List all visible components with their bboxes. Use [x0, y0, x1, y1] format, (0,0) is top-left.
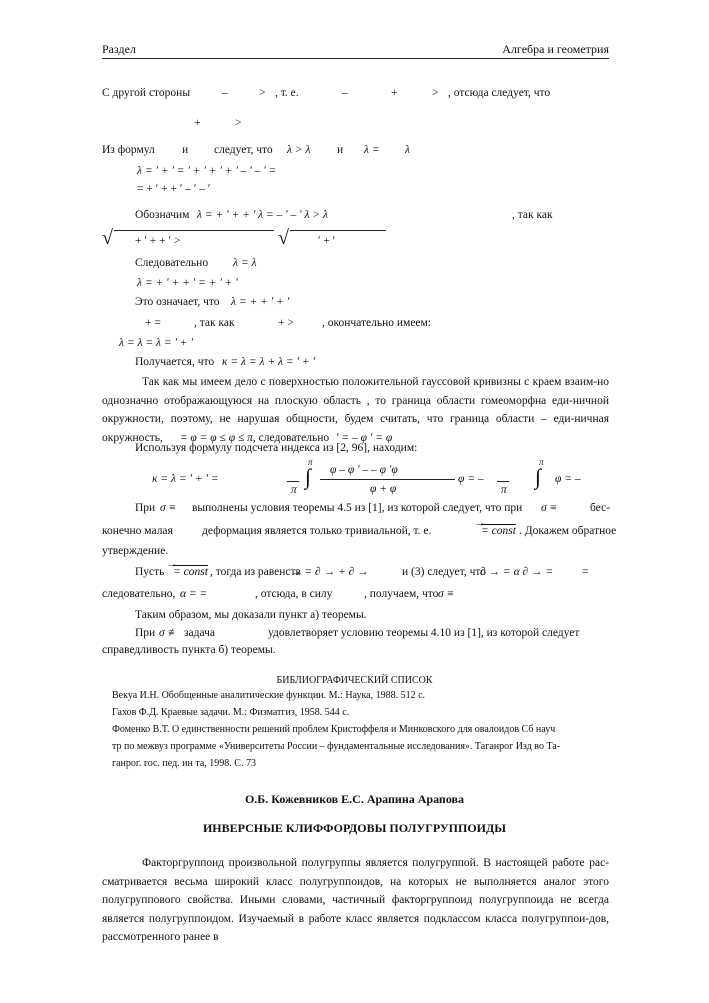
math-formula: ʹ = – φ ʹ = φ [336, 431, 393, 444]
math-symbol: – [342, 87, 348, 99]
sqrt-sign: √ [102, 227, 113, 249]
math-symbol: – [222, 87, 228, 99]
bibliography-item: ганрог. гос. пед. ин та, 1998. С. 73 [112, 758, 256, 769]
math-formula: λ = + ʹ + + ʹ λ = – ʹ – ʹ λ > λ [197, 209, 328, 221]
bibliography-item: Фоменко В.Т. О единственности решений проблем Кристоффеля и Минковского для овалоидов Сб науч [112, 724, 556, 735]
text-line: Используя формулу подсчета индекса из [2, 96], находим: [135, 442, 418, 454]
math-formula: + = [145, 317, 161, 329]
text-line: выполнены условия теоремы 4.5 из [1], из которой следует, что при [192, 502, 523, 514]
math-symbol: = [582, 566, 589, 578]
article-abstract [102, 854, 609, 947]
math-formula: σ ≢ [159, 627, 180, 639]
math-formula: λ = [364, 144, 380, 156]
text-line: Таким образом, мы доказали пункт а) теоремы. [135, 609, 367, 621]
sqrt-bar [114, 230, 274, 231]
article-authors: О.Б. Кожевников Е.С. Арапина Арапова [244, 792, 465, 806]
sqrt-bar [290, 230, 386, 231]
text-line: бес- [590, 502, 611, 514]
fraction-bar [287, 481, 299, 482]
math-formula: + ʹ + + ʹ > [135, 235, 181, 247]
math-formula: σ ≡ [438, 588, 455, 600]
text-line: , получаем, что [364, 588, 439, 600]
formula-middle: φ = – [458, 473, 484, 485]
text-line: . Докажем обратное [519, 525, 617, 537]
text-line: деформация является только тривиальной, т. е. [202, 525, 432, 537]
math-formula: = φ = φ ≤ φ ≤ π [179, 431, 253, 444]
math-symbol: > [432, 87, 439, 99]
running-header-right: Алгебра и геометрия [502, 42, 609, 56]
text-line: следовательно, [102, 588, 176, 600]
integral-upper-limit: π [539, 457, 544, 467]
math-formula: → = ∂ → + ∂ → [290, 566, 369, 578]
text-line: При [135, 627, 156, 639]
formula-right: φ = – [555, 473, 581, 485]
math-symbol: > [259, 87, 266, 99]
integral-sign: ∫ [535, 464, 542, 489]
bibliography-heading: БИБЛИОГРАФИЧЕСКИЙ СПИСОК [276, 675, 433, 686]
bibliography-item: Векуа И.Н. Обобщенные аналитические функции. М.: Наука, 1988. 512 с. [112, 690, 426, 701]
text-line: справедливость пункта б) теоремы. [102, 644, 276, 656]
text-line: конечно малая [102, 525, 173, 537]
text-line: и [182, 144, 189, 156]
text-line: , так как [512, 209, 553, 221]
integral-denominator: φ + φ [370, 483, 397, 495]
text-line: следует, что [214, 144, 273, 156]
text-line: , окончательно имеем: [322, 317, 432, 329]
vector-arrow: → [166, 558, 178, 570]
text-line: Обозначим [135, 209, 190, 221]
text-line: При [135, 502, 156, 514]
math-formula: α = = [180, 588, 208, 600]
article-title: ИНВЕРСНЫЕ КЛИФФОРДОВЫ ПОЛУГРУППОИДЫ [202, 821, 507, 835]
text-line: Это означает, что [135, 296, 220, 308]
math-formula: + > [278, 317, 294, 329]
header-rule [102, 58, 609, 59]
vector-arrow: → [474, 517, 486, 529]
integral-sign: ∫ [305, 464, 312, 489]
fraction-bar [497, 481, 509, 482]
text-line: Получается, что [135, 356, 215, 368]
sqrt-sign: √ [278, 227, 289, 249]
integral-numerator: φ – φ ʹ – – φ ʹφ [330, 464, 398, 476]
math-symbol: > [235, 117, 242, 129]
text-line: , тогда из равенств [210, 566, 301, 578]
math-formula: = + ʹ + + ʹ – ʹ – ʹ [137, 183, 211, 195]
math-formula: σ ≡ [160, 502, 177, 514]
text-line: Следовательно [135, 257, 209, 269]
text-line: утверждение. [102, 545, 169, 557]
fraction-denominator: π [501, 484, 507, 496]
math-formula: κ = λ = λ + λ = ʹ + ʹ [222, 356, 315, 368]
text-line: , отсюда следует, что [448, 87, 551, 99]
bibliography-item: Гахов Ф.Д. Краевые задачи. М.: Физматгиз, 1958. 544 с. [112, 707, 350, 718]
text-line: , так как [194, 317, 235, 329]
math-formula: λ = λ [233, 257, 257, 269]
math-symbol: + [194, 117, 201, 129]
text-line: С другой стороны [102, 87, 191, 99]
math-formula: = const [481, 525, 516, 537]
paragraph-text: Так как мы имеем дело с поверхностью положительной гауссовой кривизны с краем взаим-но однозначно отображающуюся на плоскую область , то граница области гомеоморфна еди-ничной окружности, поэтому, не нарушая общности, будем считать, что граница области – еди-ничная окружность, [102, 376, 609, 444]
paragraph-text: , следовательно [252, 431, 330, 444]
text-line: Из формул [102, 144, 155, 156]
math-formula: λ = + + ʹ + ʹ [231, 296, 290, 308]
fraction-bar [320, 479, 455, 480]
text-line: , отсюда, в силу [255, 588, 333, 600]
math-formula: = const [173, 566, 208, 578]
fraction-denominator: π [291, 484, 297, 496]
math-formula: λ = ʹ + ʹ = ʹ + ʹ + ʹ + ʹ – ʹ – ʹ = [137, 165, 277, 177]
paragraph [102, 373, 609, 447]
text-line: Пусть [135, 566, 165, 578]
integral-upper-limit: π [308, 457, 313, 467]
text-line: , т. е. [275, 87, 299, 99]
math-formula: ʹ + ʹ [318, 235, 336, 247]
math-formula: ∂ → = α ∂ → = [480, 566, 554, 578]
text-line: удовлетворяет условию теоремы 4.10 из [1], из которой следует [268, 627, 580, 639]
math-formula: λ > λ [287, 144, 311, 156]
running-header-left: Раздел [102, 42, 136, 56]
math-formula: λ [405, 144, 410, 156]
math-symbol: + [391, 87, 398, 99]
math-formula: σ ≡ [541, 502, 558, 514]
math-formula: λ = + ʹ + + ʹ = + ʹ + ʹ [137, 277, 238, 289]
text-line: и (3) следует, что [402, 566, 486, 578]
math-formula: λ = λ = λ = ʹ + ʹ [119, 337, 193, 349]
bibliography-item: тр по межвуз программе «Университеты России – фундаментальные исследования». Таганрог Изд во Та- [112, 741, 561, 752]
formula-left: κ = λ = ʹ + ʹ = [152, 473, 219, 485]
text-line: и [337, 144, 344, 156]
text-line: задача [184, 627, 216, 639]
abstract-text: Факторгруппоид произвольной полугруппы является полугруппой. В настоящей работе рас-сматривается весьма широкий класс полугруппоидов, на которых не выполняется аналог этого полугруппового свойства. Иными словами, частичный факторгруппоид полугруппоида не всегда является полугруппоидом. Изучаемый в работе класс является подклассом класса полугруппои-дов, рассмотренного ранее в [102, 857, 609, 943]
